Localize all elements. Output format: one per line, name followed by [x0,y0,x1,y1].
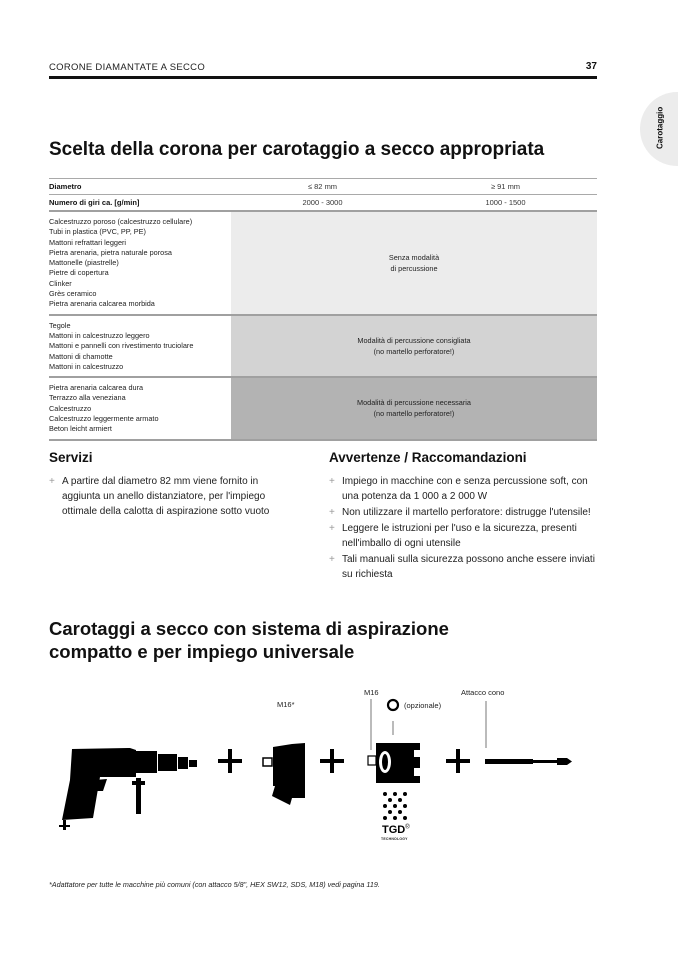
tgd-diamond-pattern-icon [383,792,407,820]
material-item: Pietra arenaria calcarea dura [49,383,144,393]
services-section [49,450,299,520]
plus-bullet-icon: + [49,476,55,487]
material-item: Pietra arenaria calcarea morbida [49,299,155,309]
list-item [329,505,599,520]
material-item: Mattoni in calcestruzzo [49,361,124,371]
materials-list [49,378,231,438]
material-item: Pietre di copertura [49,268,109,278]
side-tab-carotaggio[interactable] [640,92,678,166]
cell-rpm-small: 2000 - 3000 [302,198,343,207]
plus-bullet-icon: + [329,507,335,518]
mode-cell [231,378,597,438]
material-item: Mattonelle (piastrelle) [49,258,119,268]
system-title-line: Carotaggi a secco con sistema di aspirazione [49,618,449,639]
bullet-text: A partire dal diametro 82 mm viene fornito in aggiunta un anello distanziatore, per l'impiego ottimale della calotta di aspirazione sotto vuoto [62,476,270,517]
plus-bullet-icon: + [329,554,335,565]
material-item: Pietra arenaria, pietra naturale porosa [49,247,172,257]
mode-line: (no martello perforatore!) [373,346,455,356]
tgd-logo-subtitle: TECHNOLOGY [381,837,408,841]
selection-title: Scelta della corona per carotaggio a secco appropriata [49,139,545,160]
services-title: Servizi [49,450,93,465]
material-item: Mattoni di chamotte [49,351,113,361]
table-group-percussion-required [49,376,597,438]
system-title [49,617,449,663]
cell-rpm-large: 1000 - 1500 [485,198,526,207]
mode-line: Senza modalità [388,252,440,262]
footnote: *Adattatore per tutte le macchine più comuni (con attacco 5/8", HEX SW12, SDS, M18) vedi pagina 119. [49,880,380,889]
adapter-icon [263,743,305,805]
page-number: 37 [585,61,597,72]
plus-icon [446,749,470,773]
plus-icon [218,749,242,773]
label-cone-attachment: Attacco cono [461,688,505,697]
list-item [329,521,599,551]
material-item: Calcestruzzo [49,403,92,413]
side-tab-label: Carotaggio [655,106,665,149]
material-item: Mattoni in calcestruzzo leggero [49,330,150,340]
list-item [49,474,299,519]
bullet-text: Tali manuali sulla sicurezza possono anche essere inviati su richiesta [342,554,595,580]
material-item: Terrazzo alla veneziana [49,393,126,403]
mode-cell [231,212,597,314]
mode-cell [231,316,597,376]
material-item: Tubi in plastica (PVC, PP, PE) [49,227,146,237]
running-head [49,60,597,80]
list-item [329,552,599,582]
cone-attachment-icon [485,701,572,765]
section-title: CORONE DIAMANTATE A SECCO [49,62,206,73]
mode-line: Modalità di percussione necessaria [357,398,471,408]
table-row-diameter [49,178,597,194]
mode-line: di percussione [390,263,438,273]
cell-small-diameter: ≤ 82 mm [307,182,338,191]
warnings-title: Avvertenze / Raccomandazioni [329,450,527,465]
table-group-no-percussion [49,210,597,314]
material-item: Clinker [49,278,72,288]
plus-bullet-icon: + [329,523,335,534]
label-core-thread: M16 [364,688,379,697]
tgd-logo-text: TGD [382,824,406,836]
table-row-rpm [49,194,597,210]
mode-line: (no martello perforatore!) [373,409,455,419]
materials-list [49,316,231,376]
materials-list [49,212,231,314]
bullet-text: Non utilizzare il martello perforatore: distrugge l'utensile! [342,507,591,518]
material-item: Beton leicht armiert [49,424,112,434]
system-title-line: compatto e per impiego universale [49,641,355,662]
plus-icon [320,749,344,773]
selection-table [49,178,597,441]
plus-bullet-icon: + [329,476,335,487]
core-bit-icon [368,699,420,783]
header-rule [49,76,597,79]
material-item: Mattoni refrattari leggeri [49,237,127,247]
table-bottom-rule [49,439,597,441]
registered-mark: ® [405,824,410,831]
warnings-section [329,450,599,583]
row-label: Numero di giri ca. [g/min] [49,198,140,207]
material-item: Calcestruzzo leggermente armato [49,414,159,424]
row-label: Diametro [49,182,82,191]
bullet-text: Leggere le istruzioni per l'uso e la sicurezza, presenti nell'imballo di ogni utensile [342,523,577,549]
material-item: Mattoni e pannelli con rivestimento truciolare [49,341,194,351]
list-item [329,474,599,504]
table-group-percussion-recommended [49,314,597,376]
label-optional-ring: (opzionale) [404,701,442,710]
label-adapter-thread: M16* [277,700,295,709]
material-item: Grès ceramico [49,289,97,299]
drill-icon [59,748,197,830]
mode-line: Modalità di percussione consigliata [357,335,471,345]
tgd-logo [382,824,410,836]
material-item: Tegole [49,320,71,330]
bullet-text: Impiego in macchine con e senza percussione soft, con una potenza da 1 000 a 2 000 W [342,476,588,502]
cell-large-diameter: ≥ 91 mm [490,182,521,191]
system-diagram [0,680,678,850]
material-item: Calcestruzzo poroso (calcestruzzo cellulare) [49,217,193,226]
